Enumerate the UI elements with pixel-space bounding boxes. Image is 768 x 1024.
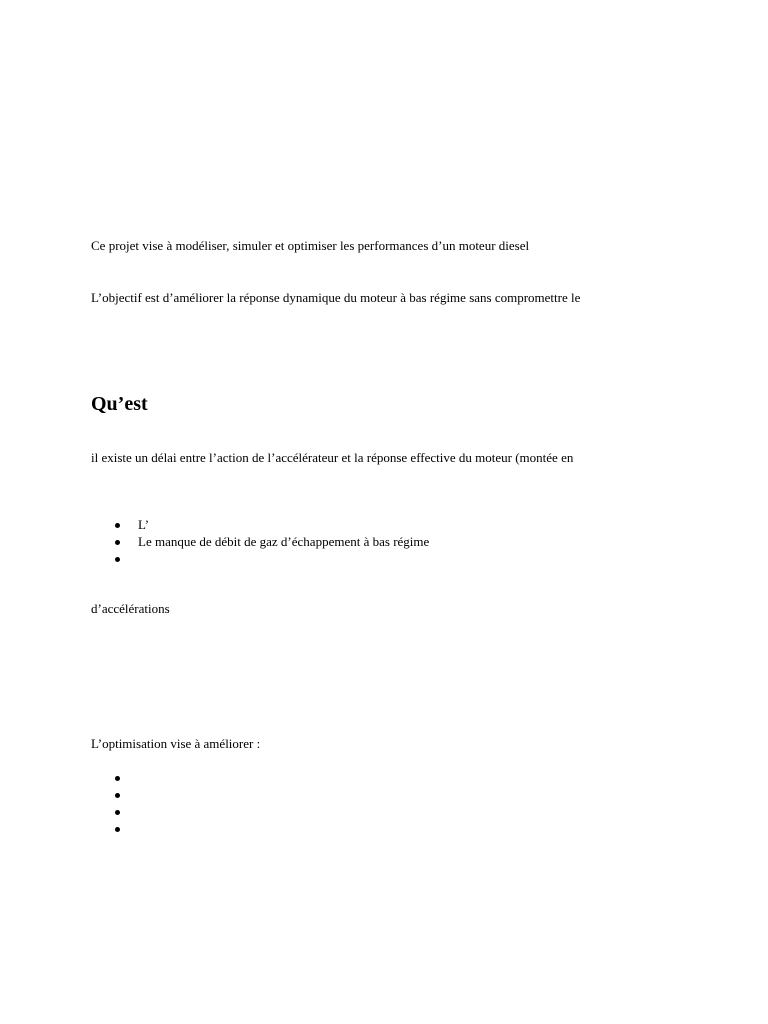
list-item bbox=[0, 550, 429, 567]
objective-paragraph: L’objectif est d’améliorer la réponse dynamique du moteur à bas régime sans compromettre le bbox=[91, 290, 581, 305]
intro-paragraph: Ce projet vise à modéliser, simuler et optimiser les performances d’un moteur diesel bbox=[91, 238, 530, 253]
optimisation-paragraph: L’optimisation vise à améliorer : bbox=[91, 736, 261, 751]
causes-list bbox=[0, 516, 429, 567]
bullet-icon bbox=[115, 827, 120, 832]
bullet-icon bbox=[115, 810, 120, 815]
list-item bbox=[0, 820, 138, 837]
section-heading: Qu’est bbox=[91, 393, 148, 415]
bullet-icon bbox=[115, 776, 120, 781]
list-item bbox=[0, 803, 138, 820]
list-item bbox=[0, 769, 138, 786]
list-item-text: Le manque de débit de gaz d’échappement à bas régime bbox=[138, 534, 430, 549]
accelerations-paragraph: d’accélérations bbox=[91, 601, 170, 616]
bullet-icon bbox=[115, 523, 120, 528]
delay-paragraph: il existe un délai entre l’action de l’accélérateur et la réponse effective du moteur (montée en bbox=[91, 450, 574, 465]
list-item-text: L’ bbox=[138, 517, 150, 532]
list-item bbox=[0, 516, 429, 533]
bullet-icon bbox=[115, 557, 120, 562]
improvements-list bbox=[0, 769, 138, 837]
list-item bbox=[0, 533, 429, 550]
bullet-icon bbox=[115, 540, 120, 545]
bullet-icon bbox=[115, 793, 120, 798]
list-item bbox=[0, 786, 138, 803]
